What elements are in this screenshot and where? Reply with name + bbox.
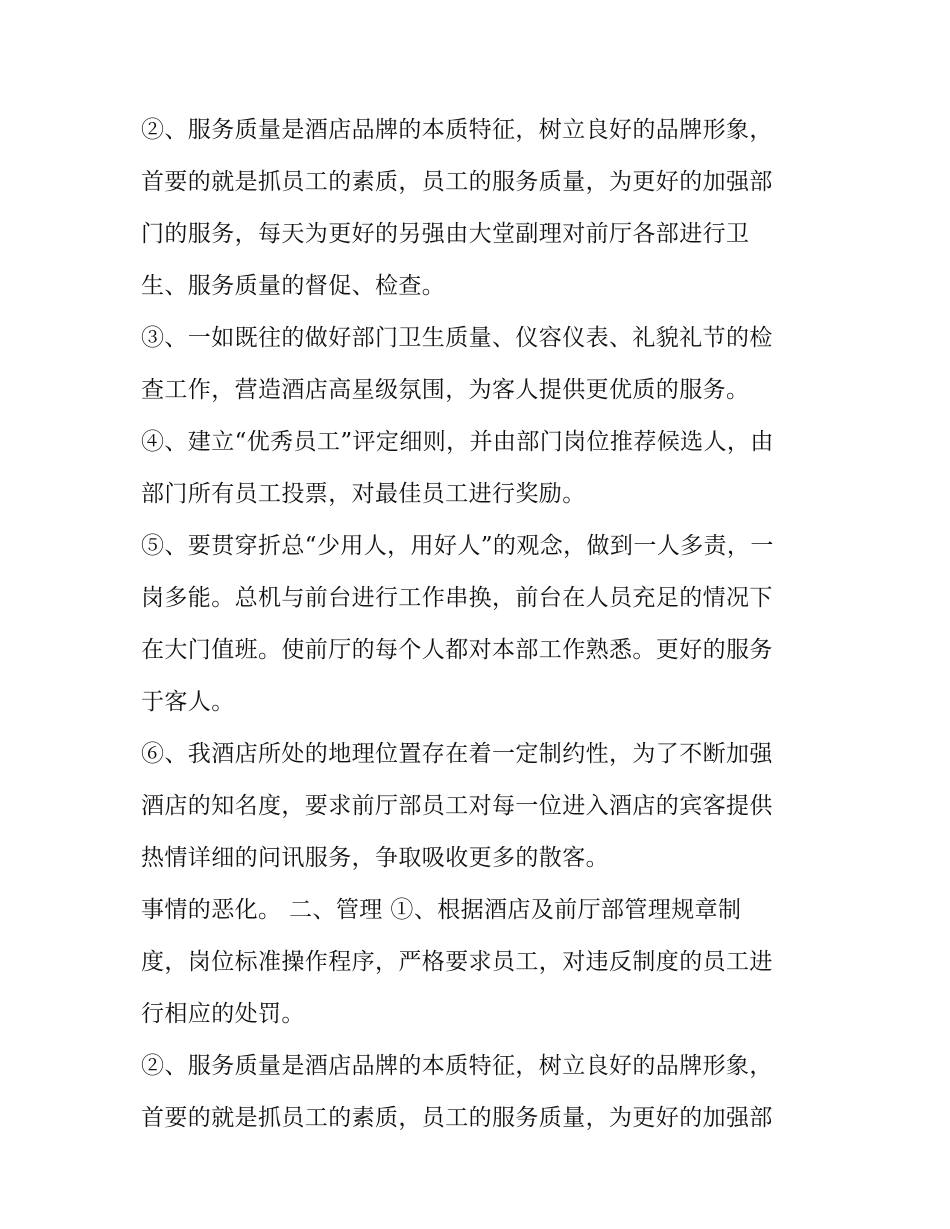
text-line: 酒店的知名度，要求前厅部员工对每一位进入酒店的宾客提供 (141, 793, 773, 819)
text-line: 事情的恶化。 二、管理 ①、根据酒店及前厅部管理规章制 (141, 897, 742, 923)
text-line: 门的服务，每天为更好的另强由大堂副理对前厅各部进行卫 (141, 221, 750, 247)
text-line: 于客人。 (141, 689, 235, 715)
text-line: 生、服务质量的督促、检查。 (141, 273, 446, 299)
text-line: ②、服务质量是酒店品牌的本质特征，树立良好的品牌形象， (141, 1053, 773, 1079)
text-line: ④、建立“优秀员工”评定细则，并由部门岗位推荐候选人，由 (141, 429, 774, 455)
text-line: 部门所有员工投票，对最佳员工进行奖励。 (141, 481, 586, 507)
text-line: 行相应的处罚。 (141, 1001, 305, 1027)
text-line: ②、服务质量是酒店品牌的本质特征，树立良好的品牌形象， (141, 117, 773, 143)
text-line: ⑤、要贯穿折总“少用人，用好人”的观念，做到一人多责，一 (141, 533, 774, 559)
document-body (141, 104, 821, 1144)
text-line: 度，岗位标准操作程序，严格要求员工，对违反制度的员工进 (141, 949, 773, 975)
text-line: 热情详细的问讯服务，争取吸收更多的散客。 (141, 845, 609, 871)
text-line: ③、一如既往的做好部门卫生质量、仪容仪表、礼貌礼节的检 (141, 325, 773, 351)
text-line: 首要的就是抓员工的素质，员工的服务质量，为更好的加强部 (141, 169, 773, 195)
text-line: 首要的就是抓员工的素质，员工的服务质量，为更好的加强部 (141, 1105, 773, 1131)
text-line: ⑥、我酒店所处的地理位置存在着一定制约性，为了不断加强 (141, 741, 773, 767)
text-line: 在大门值班。使前厅的每个人都对本部工作熟悉。更好的服务 (141, 637, 773, 663)
text-line: 岗多能。总机与前台进行工作串换，前台在人员充足的情况下 (141, 585, 773, 611)
text-line: 查工作，营造酒店高星级氛围，为客人提供更优质的服务。 (141, 377, 750, 403)
